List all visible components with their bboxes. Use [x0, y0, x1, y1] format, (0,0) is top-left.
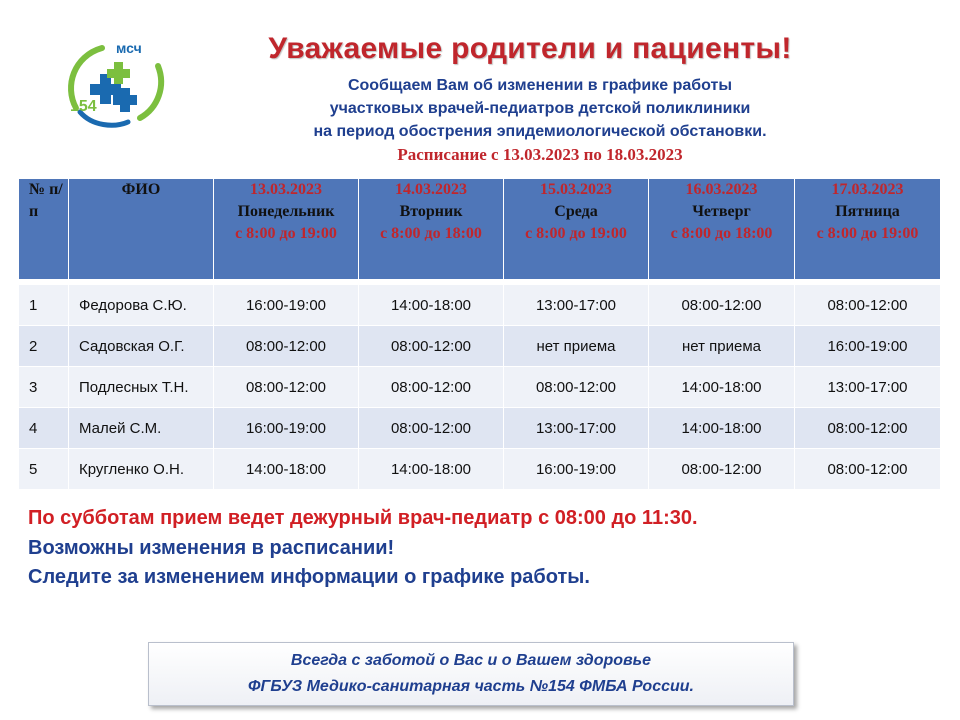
time-cell: 08:00-12:00 [649, 285, 795, 326]
day-hours: с 8:00 до 19:00 [816, 225, 919, 242]
logo [62, 38, 168, 128]
day-hours: с 8:00 до 18:00 [380, 225, 482, 242]
col-header-day [795, 179, 941, 280]
day-hours: с 8:00 до 19:00 [525, 225, 627, 242]
time-cell: 13:00-17:00 [504, 408, 649, 449]
logo-abbr: мсч [116, 40, 142, 56]
row-number: 2 [19, 326, 69, 367]
row-number: 3 [19, 367, 69, 408]
day-hours: с 8:00 до 19:00 [235, 225, 337, 242]
time-cell: 13:00-17:00 [795, 367, 941, 408]
table-row [19, 449, 941, 490]
time-cell: 14:00-18:00 [649, 408, 795, 449]
day-name: Понедельник [237, 203, 335, 220]
subtitle-line-1: Сообщаем Вам об изменении в графике работы [347, 77, 733, 94]
time-cell: 14:00-18:00 [214, 449, 359, 490]
time-cell: 16:00-19:00 [795, 326, 941, 367]
day-date: 15.03.2023 [540, 181, 612, 198]
row-number: 5 [19, 449, 69, 490]
time-cell: 08:00-12:00 [795, 408, 941, 449]
logo-number: 154 [70, 98, 97, 115]
col-header-day [649, 179, 795, 280]
time-cell: 08:00-12:00 [795, 285, 941, 326]
col-header-day [359, 179, 504, 280]
schedule-period: Расписание с 13.03.2023 по 18.03.2023 [397, 145, 683, 164]
time-cell: 08:00-12:00 [214, 326, 359, 367]
col-header-day [504, 179, 649, 280]
day-hours: с 8:00 до 18:00 [670, 225, 773, 242]
table-row [19, 408, 941, 449]
time-cell: 16:00-19:00 [214, 285, 359, 326]
day-date: 16.03.2023 [685, 181, 758, 198]
time-cell: 16:00-19:00 [504, 449, 649, 490]
time-cell: 08:00-12:00 [214, 367, 359, 408]
day-name: Вторник [399, 203, 463, 220]
day-date: 14.03.2023 [395, 181, 467, 198]
doctor-name: Федорова С.Ю. [69, 285, 214, 326]
row-number: 4 [19, 408, 69, 449]
time-cell: 14:00-18:00 [359, 449, 504, 490]
footer-line-2: ФГБУЗ Медико-санитарная часть №154 ФМБА России. [248, 678, 694, 695]
day-name: Среда [554, 203, 598, 220]
doctor-name: Кругленко О.Н. [69, 449, 214, 490]
footer-banner [148, 642, 794, 706]
time-cell: 13:00-17:00 [504, 285, 649, 326]
table-header-row [19, 179, 941, 280]
time-cell: нет приема [649, 326, 795, 367]
schedule-table [18, 178, 941, 490]
time-cell: 14:00-18:00 [649, 367, 795, 408]
day-date: 17.03.2023 [831, 181, 904, 198]
col-header-day [214, 179, 359, 280]
col-header-name: ФИО [69, 179, 214, 280]
time-cell: 08:00-12:00 [795, 449, 941, 490]
page-title: Уважаемые родители и пациенты! [268, 32, 792, 65]
time-cell: 08:00-12:00 [359, 408, 504, 449]
doctor-name: Подлесных Т.Н. [69, 367, 214, 408]
table-row [19, 285, 941, 326]
row-number: 1 [19, 285, 69, 326]
saturday-note: По субботам прием ведет дежурный врач-педиатр с 08:00 до 11:30. [28, 507, 698, 529]
subtitle-line-3: на период обострения эпидемиологической обстановки. [313, 123, 767, 140]
time-cell: 08:00-12:00 [649, 449, 795, 490]
time-cell: 08:00-12:00 [359, 326, 504, 367]
table-row [19, 326, 941, 367]
time-cell: 16:00-19:00 [214, 408, 359, 449]
day-date: 13.03.2023 [250, 181, 322, 198]
doctor-name: Садовская О.Г. [69, 326, 214, 367]
follow-note: Следите за изменением информации о графике работы. [28, 566, 590, 588]
changes-note: Возможны изменения в расписании! [28, 537, 395, 559]
subtitle-line-2: участковых врачей-педиатров детской поликлиники [329, 100, 751, 117]
time-cell: нет приема [504, 326, 649, 367]
day-name: Четверг [692, 203, 751, 220]
table-row [19, 367, 941, 408]
time-cell: 14:00-18:00 [359, 285, 504, 326]
doctor-name: Малей С.М. [69, 408, 214, 449]
time-cell: 08:00-12:00 [359, 367, 504, 408]
day-name: Пятница [835, 203, 900, 220]
time-cell: 08:00-12:00 [504, 367, 649, 408]
footer-line-1: Всегда с заботой о Вас и о Вашем здоровье [290, 652, 652, 669]
col-header-number: № п/п [19, 179, 69, 280]
